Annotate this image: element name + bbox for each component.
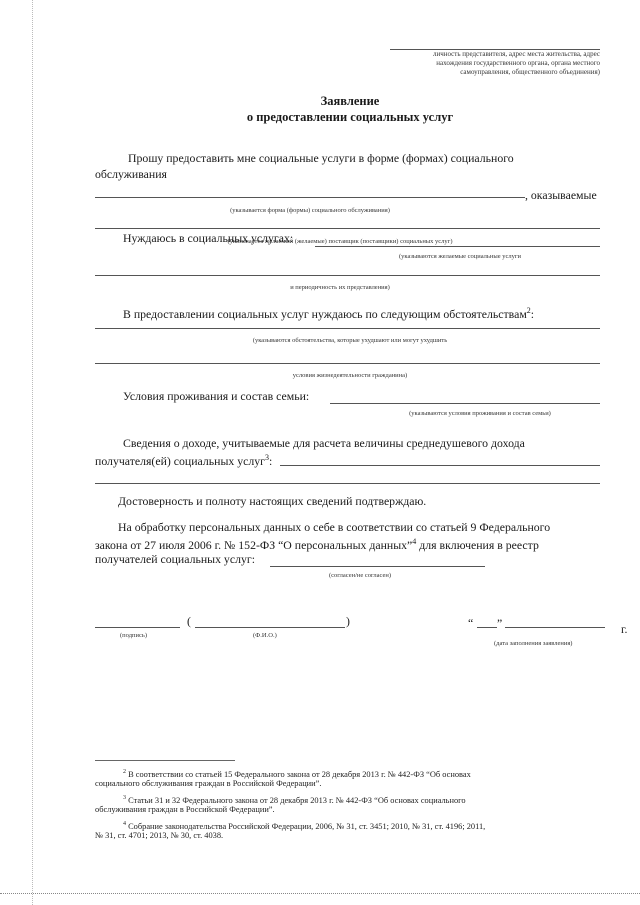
title-line1: Заявление bbox=[320, 94, 380, 108]
p2-hint2: и периодичность их представления) bbox=[290, 284, 390, 291]
fio-close-paren: ) bbox=[346, 614, 350, 628]
signature-label: (подпись) bbox=[120, 632, 147, 639]
income-field-line bbox=[280, 465, 600, 466]
footnote-4-text: Собрание законодательства Российской Федерации, 2006, № 31, ст. 3451; 2010, № 31, ст. 4196; 2011, bbox=[126, 821, 486, 831]
p4-hint: (указываются условия проживания и состав семьи) bbox=[409, 410, 551, 417]
p4-label: Условия проживания и состав семьи: bbox=[123, 389, 310, 403]
footnote-3-line2: обслуживания граждан в Российской Федерации”. bbox=[95, 805, 275, 815]
date-quote-close: ” bbox=[497, 616, 503, 630]
footnote-ref-3: 3 bbox=[264, 453, 269, 462]
scan-bottom-edge bbox=[0, 893, 640, 894]
periodicity-field-line bbox=[95, 275, 600, 276]
p3-colon: : bbox=[530, 306, 535, 321]
header-note-line2: нахождения государственного органа, органа местного bbox=[436, 58, 600, 67]
p1-suffix: , оказываемые bbox=[525, 188, 597, 202]
fio-open-paren: ( bbox=[187, 614, 191, 628]
provider-field-line bbox=[95, 228, 600, 229]
header-note bbox=[380, 50, 600, 76]
fio-line bbox=[195, 627, 345, 628]
p2-label: Нуждаюсь в социальных услугах: bbox=[123, 231, 294, 245]
p5-line2 bbox=[95, 454, 272, 468]
p1-line2: обслуживания bbox=[95, 167, 167, 181]
p1-hint2: (указывается желаемый (желаемые) поставщик (поставщики) социальных услуг) bbox=[227, 238, 453, 245]
footnote-4 bbox=[95, 821, 600, 841]
p5-text: получателя(ей) социальных услуг bbox=[95, 453, 265, 468]
living-field-line bbox=[330, 403, 600, 404]
date-month-line bbox=[505, 627, 605, 628]
p6-text: Достоверность и полноту настоящих сведений подтверждаю. bbox=[118, 494, 427, 508]
footnote-3 bbox=[95, 795, 600, 815]
footnote-2-line1 bbox=[95, 769, 600, 779]
signature-line bbox=[95, 627, 180, 628]
p3-text: В предоставлении социальных услуг нуждаюсь по следующим обстоятельствам bbox=[123, 306, 527, 321]
date-quote-open: “ bbox=[468, 616, 474, 630]
p7-text-a: закона от 27 июля 2006 г. № 152-ФЗ “О персональных данных” bbox=[95, 537, 413, 552]
p7-line2 bbox=[95, 538, 539, 552]
footnote-2-mark: 2 bbox=[123, 769, 126, 775]
document-title bbox=[200, 94, 500, 125]
income-field-line2 bbox=[95, 483, 600, 484]
p7-text-b: для включения в реестр bbox=[416, 537, 539, 552]
title-line2: о предоставлении социальных услуг bbox=[246, 109, 454, 124]
footnote-2 bbox=[95, 769, 600, 789]
p3-hint1: (указываются обстоятельства, которые ухудшают или могут ухудшить bbox=[252, 337, 448, 344]
scan-edge bbox=[32, 0, 33, 905]
p3-line1 bbox=[123, 307, 534, 321]
date-label: (дата заполнения заявления) bbox=[494, 640, 573, 647]
footnote-2-text: В соответствии со статьей 15 Федерального закона от 28 декабря 2013 г. № 442-ФЗ “Об основах bbox=[126, 769, 471, 779]
footnote-separator bbox=[95, 760, 235, 761]
footnote-3-line1 bbox=[95, 795, 600, 805]
footnote-4-line2: № 31, ст. 4701; 2013, № 30, ст. 4038. bbox=[95, 831, 224, 841]
p1-line1: Прошу предоставить мне социальные услуги в форме (формах) социального bbox=[128, 151, 514, 165]
date-year-suffix: г. bbox=[621, 622, 628, 636]
form-field-line bbox=[95, 197, 525, 198]
header-rule bbox=[390, 49, 600, 50]
p2-hint1: (указываются желаемые социальные услуги bbox=[398, 253, 522, 260]
footnote-ref-4: 4 bbox=[412, 537, 417, 546]
date-day-line bbox=[477, 627, 497, 628]
circumstances-field-line2 bbox=[95, 363, 600, 364]
p1-hint1: (указывается форма (формы) социального обслуживания) bbox=[230, 207, 390, 214]
footnote-4-line1 bbox=[95, 821, 600, 831]
services-field-line bbox=[315, 246, 600, 247]
footnote-3-text: Статьи 31 и 32 Федерального закона от 28 декабря 2013 г. № 442-ФЗ “Об основах социального bbox=[126, 795, 466, 805]
consent-field-line bbox=[270, 566, 485, 567]
header-note-line1: личность представителя, адрес места жительства, адрес bbox=[432, 50, 600, 58]
fio-label: (Ф.И.О.) bbox=[253, 632, 277, 639]
p7-line3: получателей социальных услуг: bbox=[95, 552, 255, 566]
footnote-3-mark: 3 bbox=[123, 795, 126, 801]
footnote-2-line2: социального обслуживания граждан в Российской Федерации”. bbox=[95, 779, 322, 789]
footnote-ref-2: 2 bbox=[526, 306, 531, 315]
circumstances-field-line bbox=[95, 328, 600, 329]
header-note-line3: самоуправления, общественного объединения) bbox=[460, 67, 600, 76]
footnote-4-mark: 4 bbox=[123, 821, 126, 827]
p7-hint: (согласен/не согласен) bbox=[329, 572, 391, 579]
p5-colon: : bbox=[268, 453, 273, 468]
p3-hint2: условия жизнедеятельности гражданина) bbox=[292, 372, 408, 379]
p7-line1: На обработку персональных данных о себе в соответствии со статьей 9 Федерального bbox=[118, 520, 551, 534]
p5-line1: Сведения о доходе, учитываемые для расчета величины среднедушевого дохода bbox=[123, 436, 525, 450]
